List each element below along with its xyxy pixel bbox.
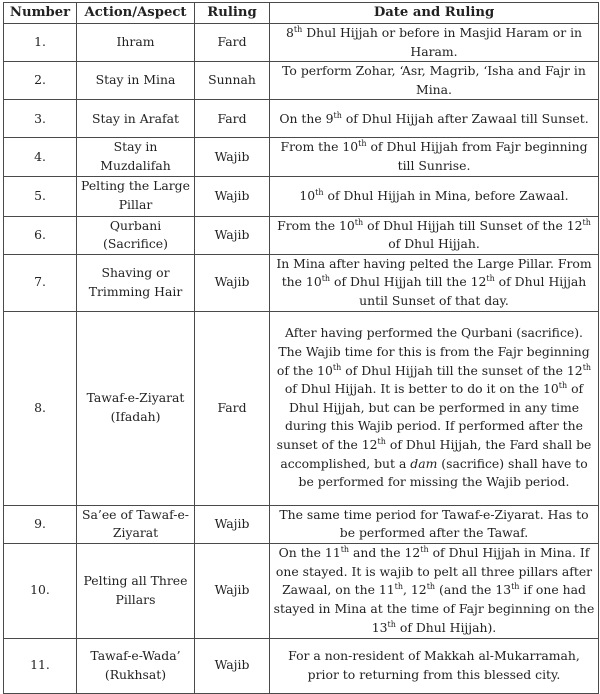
row-date-ruling: From the 10th of Dhul Hijjah from Fajr beginning till Sunrise. — [270, 138, 599, 176]
row-ruling: Wajib — [195, 254, 270, 311]
table-row — [4, 24, 599, 62]
row-date-ruling: On the 9th of Dhul Hijjah after Zawaal till Sunset. — [270, 100, 599, 138]
row-number: 5. — [4, 176, 77, 216]
row-ruling: Wajib — [195, 216, 270, 254]
row-ruling: Wajib — [195, 138, 270, 176]
header-date: Date and Ruling — [270, 3, 599, 24]
row-number: 9. — [4, 505, 77, 543]
table-row — [4, 100, 599, 138]
table-row — [4, 505, 599, 543]
table-row — [4, 543, 599, 638]
hajj-rulings-table — [3, 2, 599, 694]
table-row — [4, 254, 599, 311]
row-ruling: Wajib — [195, 505, 270, 543]
row-ruling: Sunnah — [195, 62, 270, 100]
row-date-ruling: From the 10th of Dhul Hijjah till Sunset of the 12th of Dhul Hijjah. — [270, 216, 599, 254]
row-date-ruling: For a non-resident of Makkah al-Mukarramah, prior to returning from this blessed city. — [270, 638, 599, 693]
table-row — [4, 62, 599, 100]
row-action: Stay in Mina — [77, 62, 195, 100]
header-ruling: Ruling — [195, 3, 270, 24]
row-number: 1. — [4, 24, 77, 62]
row-number: 6. — [4, 216, 77, 254]
row-date-ruling: In Mina after having pelted the Large Pillar. From the 10th of Dhul Hijjah till the 12th of Dhul Hijjah until Sunset of that day. — [270, 254, 599, 311]
row-action: Tawaf-e-Ziyarat (Ifadah) — [77, 311, 195, 505]
row-action: Stay in Muzdalifah — [77, 138, 195, 176]
header-row — [4, 3, 599, 24]
row-ruling: Wajib — [195, 543, 270, 638]
row-action: Pelting the Large Pillar — [77, 176, 195, 216]
table-row — [4, 176, 599, 216]
header-number: Number — [4, 3, 77, 24]
row-action: Ihram — [77, 24, 195, 62]
row-number: 10. — [4, 543, 77, 638]
row-number: 3. — [4, 100, 77, 138]
row-number: 2. — [4, 62, 77, 100]
table-row — [4, 216, 599, 254]
row-action: Shaving or Trimming Hair — [77, 254, 195, 311]
row-number: 4. — [4, 138, 77, 176]
row-ruling: Wajib — [195, 176, 270, 216]
row-ruling: Fard — [195, 311, 270, 505]
row-number: 8. — [4, 311, 77, 505]
row-date-ruling: After having performed the Qurbani (sacrifice). The Wajib time for this is from the Fajr beginning of the 10th of Dhul Hijjah till the sunset of the 12th of Dhul Hijjah. It is better to do it on the 10th of Dhul Hijjah, but can be performed in any time during this Wajib period. If performed after the sunset of the 12th of Dhul Hijjah, the Fard shall be accomplished, but a dam (sacrifice) shall have to be performed for missing the Wajib period. — [270, 311, 599, 505]
row-action: Stay in Arafat — [77, 100, 195, 138]
row-action: Qurbani (Sacrifice) — [77, 216, 195, 254]
row-action: Sa’ee of Tawaf-e-Ziyarat — [77, 505, 195, 543]
row-date-ruling: The same time period for Tawaf-e-Ziyarat. Has to be performed after the Tawaf. — [270, 505, 599, 543]
header-action: Action/Aspect — [77, 3, 195, 24]
row-date-ruling: 8th Dhul Hijjah or before in Masjid Haram or in Haram. — [270, 24, 599, 62]
row-number: 11. — [4, 638, 77, 693]
table-body — [4, 24, 599, 694]
row-ruling: Fard — [195, 100, 270, 138]
row-date-ruling: 10th of Dhul Hijjah in Mina, before Zawaal. — [270, 176, 599, 216]
table-row — [4, 138, 599, 176]
row-ruling: Fard — [195, 24, 270, 62]
row-date-ruling: On the 11th and the 12th of Dhul Hijjah in Mina. If one stayed. It is wajib to pelt all three pillars after Zawaal, on the 11th, 12th (and the 13th if one had stayed in Mina at the time of Fajr beginning on the 13th of Dhul Hijjah). — [270, 543, 599, 638]
table-row — [4, 638, 599, 693]
row-ruling: Wajib — [195, 638, 270, 693]
row-date-ruling: To perform Zohar, ‘Asr, Magrib, ‘Isha and Fajr in Mina. — [270, 62, 599, 100]
table-row — [4, 311, 599, 505]
row-action: Tawaf-e-Wada’ (Rukhsat) — [77, 638, 195, 693]
row-number: 7. — [4, 254, 77, 311]
row-action: Pelting all Three Pillars — [77, 543, 195, 638]
